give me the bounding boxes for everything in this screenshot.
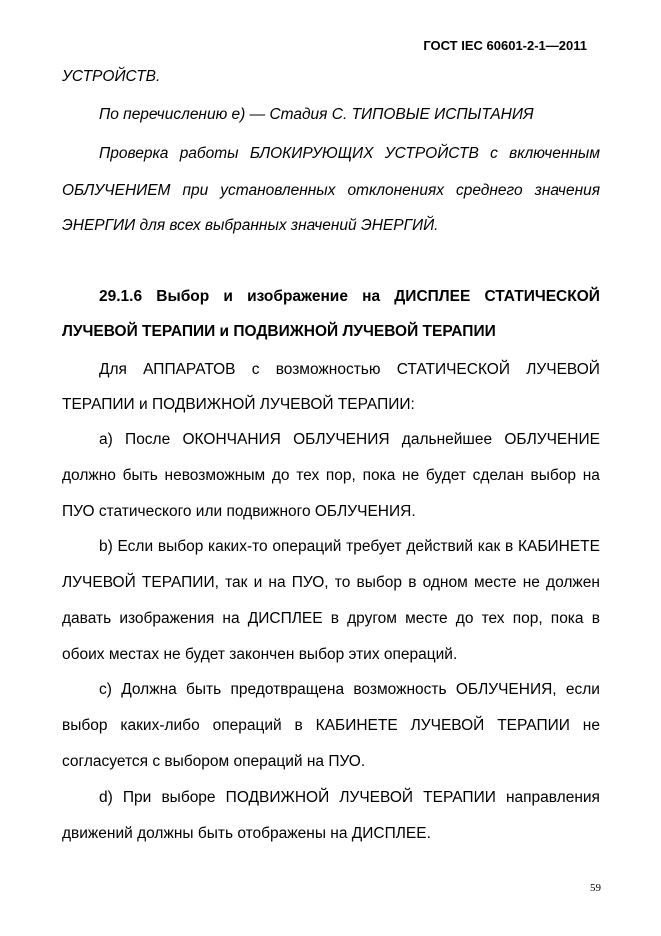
text-line: ТЕРАПИИ и ПОДВИЖНОЙ ЛУЧЕВОЙ ТЕРАПИИ:	[62, 396, 415, 413]
text-line: согласуется с выбором операций на ПУО.	[62, 753, 366, 770]
text-line: движений должны быть отображены на ДИСПЛЕЕ.	[62, 825, 431, 842]
text-line: ОБЛУЧЕНИЕМ при установленных отклонениях среднего значения	[62, 182, 600, 199]
text-line: c) Должна быть предотвращена возможность ОБЛУЧЕНИЯ, если	[99, 681, 600, 698]
text-line: ПУО статического или подвижного ОБЛУЧЕНИЯ.	[62, 503, 416, 520]
text-line: Проверка работы БЛОКИРУЮЩИХ УСТРОЙСТВ с включенным	[99, 145, 600, 162]
text-line: ЛУЧЕВОЙ ТЕРАПИИ, так и на ПУО, то выбор в одном месте не должен	[62, 574, 600, 591]
section-heading: ЛУЧЕВОЙ ТЕРАПИИ и ПОДВИЖНОЙ ЛУЧЕВОЙ ТЕРАПИИ	[62, 323, 496, 340]
text-line: Для АППАРАТОВ с возможностью СТАТИЧЕСКОЙ ЛУЧЕВОЙ	[99, 361, 600, 378]
text-line: По перечислению е) — Стадия С. ТИПОВЫЕ ИСПЫТАНИЯ	[99, 106, 534, 123]
text-line: b) Если выбор каких-то операций требует действий как в КАБИНЕТЕ	[99, 538, 600, 555]
text-line: обоих местах не будет закончен выбор этих операций.	[62, 646, 458, 663]
text-line: давать изображения на ДИСПЛЕЕ в другом месте до тех пор, пока в	[62, 610, 600, 627]
text-line: должно быть невозможным до тех пор, пока не будет сделан выбор на	[62, 467, 600, 484]
text-line: выбор каких-либо операций в КАБИНЕТЕ ЛУЧЕВОЙ ТЕРАПИИ не	[62, 717, 600, 734]
text-line: ЭНЕРГИИ для всех выбранных значений ЭНЕРГИЙ.	[62, 217, 439, 234]
document-code-header: ГОСТ IEC 60601-2-1—2011	[423, 38, 587, 53]
text-line: d) При выборе ПОДВИЖНОЙ ЛУЧЕВОЙ ТЕРАПИИ направления	[99, 789, 600, 806]
text-line: УСТРОЙСТВ.	[62, 68, 161, 85]
section-heading: 29.1.6 Выбор и изображение на ДИСПЛЕЕ СТАТИЧЕСКОЙ	[99, 288, 600, 305]
text-line: а) После ОКОНЧАНИЯ ОБЛУЧЕНИЯ дальнейшее ОБЛУЧЕНИЕ	[99, 431, 600, 448]
page-number: 59	[590, 882, 601, 894]
